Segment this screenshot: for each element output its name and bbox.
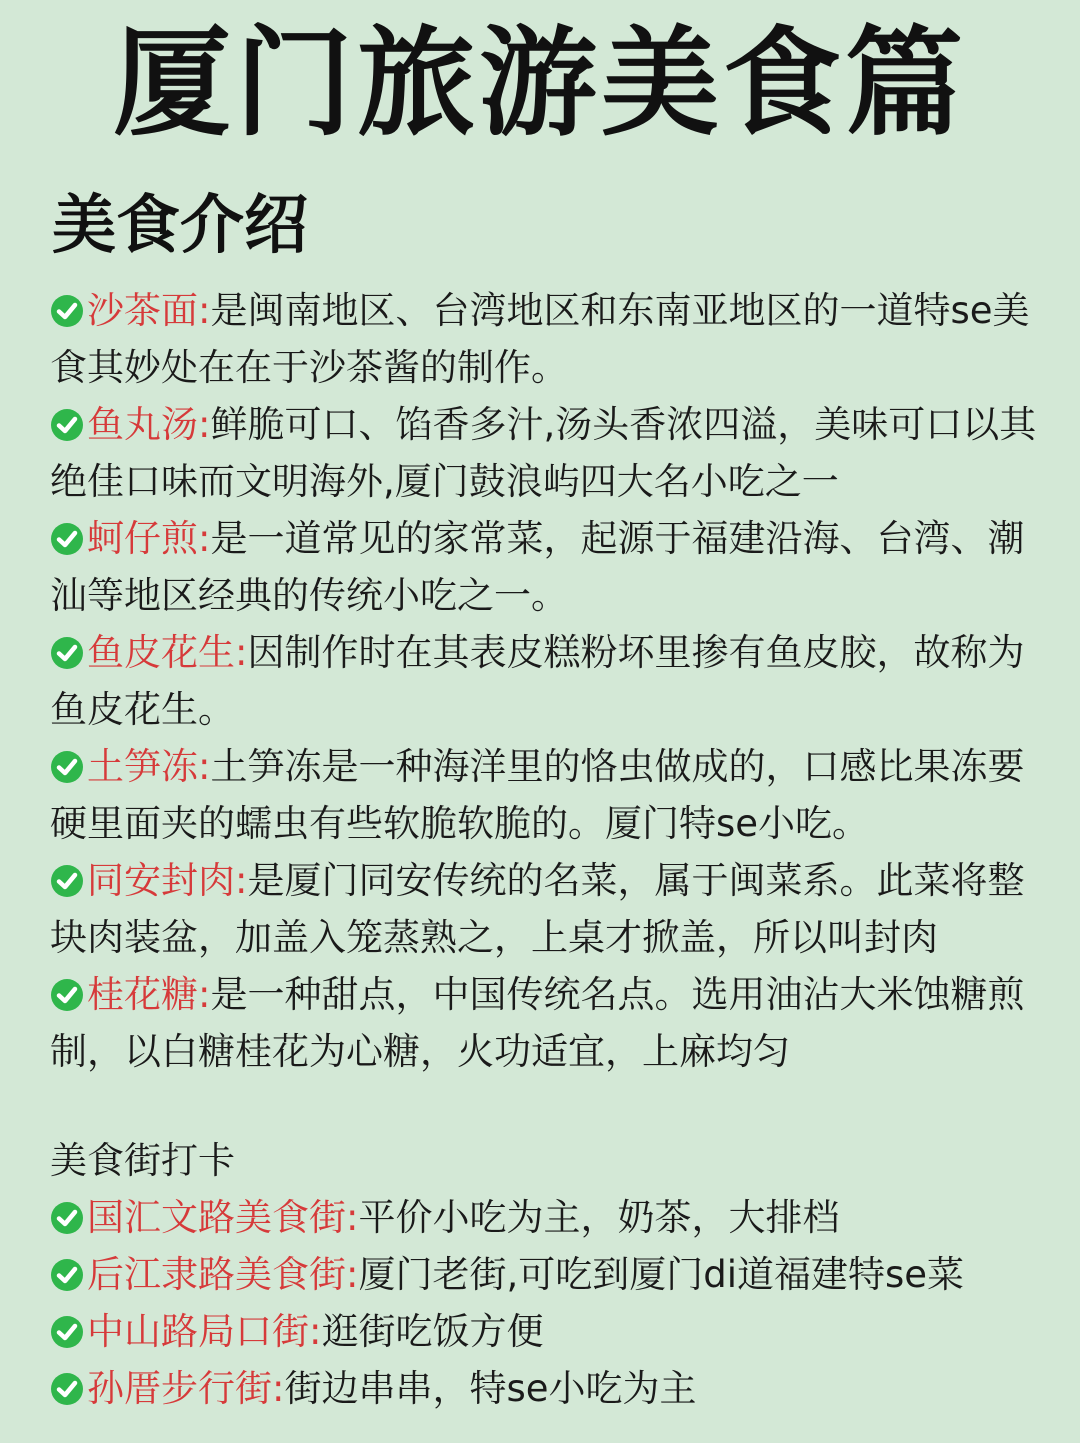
food-name: 同安封肉:	[87, 859, 248, 902]
street-description: 平价小吃为主，奶茶，大排档	[358, 1196, 840, 1239]
food-description: 是一种甜点，中国传统名点。选用油沾大米蚀糖煎制，以白糖桂花为心糖，火功适宜，上麻均匀	[50, 973, 1025, 1073]
food-name: 土笋冻:	[87, 745, 211, 788]
food-description: 是一道常见的家常菜，起源于福建沿海、台湾、潮汕等地区经典的传统小吃之一。	[50, 517, 1025, 617]
food-list	[50, 282, 1060, 1080]
check-circle-icon	[50, 1372, 84, 1406]
section-title-food-intro: 美食介绍	[52, 189, 308, 263]
check-circle-icon	[50, 1315, 84, 1349]
street-item	[50, 1189, 1060, 1246]
food-name: 桂花糖:	[87, 973, 211, 1016]
street-description: 厦门老街,可吃到厦门di道福建特se菜	[358, 1253, 965, 1296]
page-title: 厦门旅游美食篇	[112, 14, 967, 152]
check-circle-icon	[50, 636, 84, 670]
section-title-food-streets: 美食街打卡	[50, 1139, 235, 1182]
street-item	[50, 1360, 1060, 1417]
food-item	[50, 624, 1060, 738]
street-name: 孙厝步行街:	[87, 1367, 285, 1410]
street-name: 中山路局口街:	[87, 1310, 322, 1353]
check-circle-icon	[50, 408, 84, 442]
check-circle-icon	[50, 978, 84, 1012]
food-name: 蚵仔煎:	[87, 517, 211, 560]
food-item	[50, 510, 1060, 624]
street-item	[50, 1246, 1060, 1303]
food-item	[50, 852, 1060, 966]
street-list	[50, 1189, 1060, 1417]
check-circle-icon	[50, 522, 84, 556]
food-description: 土笋冻是一种海洋里的恪虫做成的，口感比果冻要硬里面夹的蠕虫有些软脆软脆的。厦门特se小吃。	[50, 745, 1025, 845]
street-description: 街边串串，特se小吃为主	[284, 1367, 697, 1410]
food-item	[50, 282, 1060, 396]
street-item	[50, 1303, 1060, 1360]
food-item	[50, 396, 1060, 510]
food-name: 鱼皮花生:	[87, 631, 248, 674]
street-name: 后江隶路美食街:	[87, 1253, 359, 1296]
check-circle-icon	[50, 294, 84, 328]
check-circle-icon	[50, 1258, 84, 1292]
food-item	[50, 966, 1060, 1080]
street-name: 国汇文路美食街:	[87, 1196, 359, 1239]
food-item	[50, 738, 1060, 852]
food-description: 鲜脆可口、馅香多汁,汤头香浓四溢，美味可口以其绝佳口味而文明海外,厦门鼓浪屿四大名小吃之一	[50, 403, 1037, 503]
food-description: 因制作时在其表皮糕粉坏里掺有鱼皮胶，故称为鱼皮花生。	[50, 631, 1025, 731]
check-circle-icon	[50, 864, 84, 898]
check-circle-icon	[50, 1201, 84, 1235]
food-name: 沙茶面:	[87, 289, 211, 332]
food-name: 鱼丸汤:	[87, 403, 211, 446]
check-circle-icon	[50, 750, 84, 784]
food-description: 是厦门同安传统的名菜，属于闽菜系。此菜将整块肉装盆，加盖入笼蒸熟之，上桌才掀盖，所以叫封肉	[50, 859, 1025, 959]
food-description: 是闽南地区、台湾地区和东南亚地区的一道特se美食其妙处在在于沙茶酱的制作。	[50, 289, 1030, 389]
street-description: 逛街吃饭方便	[321, 1310, 544, 1353]
